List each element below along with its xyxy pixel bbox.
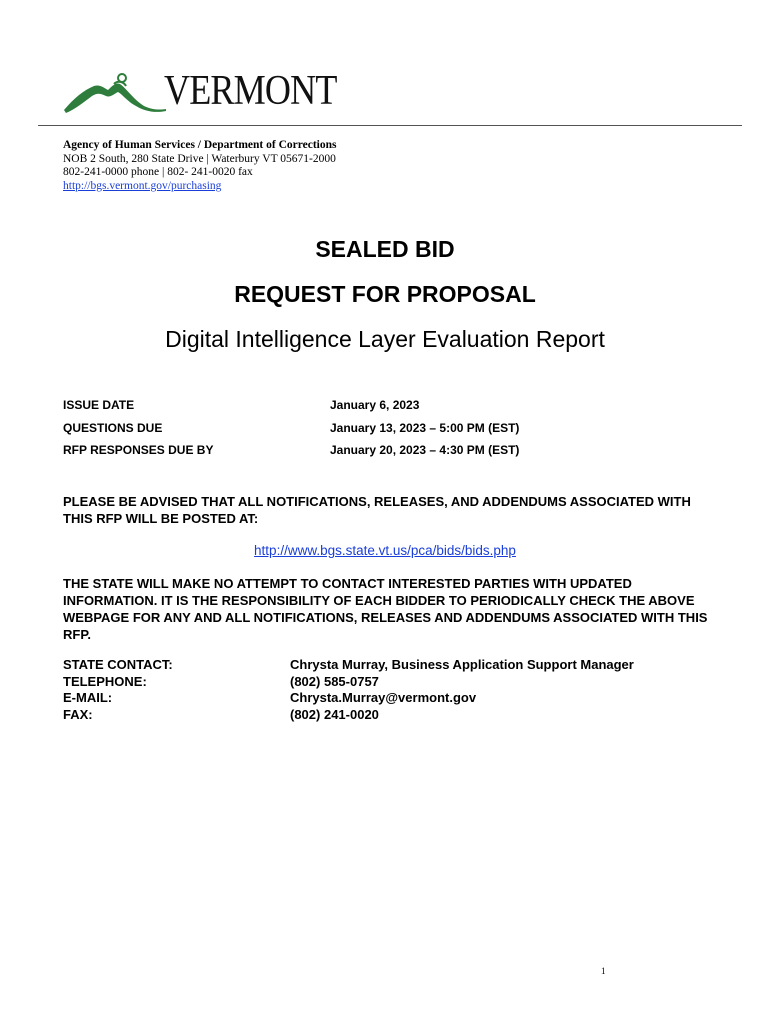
contact-value: Chrysta.Murray@vermont.gov: [290, 690, 477, 705]
contact-row: [63, 690, 713, 707]
contact-row: [63, 674, 713, 691]
date-label: ISSUE DATE: [63, 398, 135, 412]
date-value: January 13, 2023 – 5:00 PM (EST): [330, 420, 520, 435]
contact-row: [63, 657, 713, 674]
rfp-subject: Digital Intelligence Layer Evaluation Report: [165, 326, 605, 352]
agency-block: [63, 139, 337, 193]
contact-label: FAX:: [63, 706, 93, 722]
responsibility-notice: THE STATE WILL MAKE NO ATTEMPT TO CONTACT INTERESTED PARTIES WITH UPDATED INFORMATION. IT IS THE RESPONSIBILITY OF EACH BIDDER TO PERIODICALLY CHECK THE ABOVE WEBPAGE FOR ANY AND ALL NOTIFICATIONS, RELEASES AND ADDENDUMS ASSOCIATED WITH THIS RFP.: [63, 576, 708, 642]
contact-label: STATE CONTACT:: [63, 657, 173, 672]
contact-block: [63, 657, 713, 723]
date-row: [63, 443, 703, 466]
key-dates: [63, 398, 703, 466]
rfp-title: REQUEST FOR PROPOSAL: [234, 281, 536, 307]
logo-wordmark: VERMONT: [164, 68, 337, 114]
date-value: January 6, 2023: [330, 398, 420, 412]
bids-url-line: [0, 543, 770, 558]
contact-row: [63, 707, 713, 724]
purchasing-link[interactable]: http://bgs.vermont.gov/purchasing: [63, 179, 222, 192]
date-label: RFP RESPONSES DUE BY: [63, 443, 214, 457]
contact-value: Chrysta Murray, Business Application Support Manager: [290, 657, 634, 672]
contact-label: E-MAIL:: [63, 690, 113, 705]
contact-value: (802) 585-0757: [290, 673, 379, 689]
date-value: January 20, 2023 – 4:30 PM (EST): [330, 443, 520, 457]
agency-name: Agency of Human Services / Department of Corrections: [63, 139, 337, 151]
advised-notice: PLEASE BE ADVISED THAT ALL NOTIFICATIONS, RELEASES, AND ADDENDUMS ASSOCIATED WITH THIS RFP WILL BE POSTED AT:: [63, 494, 691, 526]
vermont-logo: [62, 68, 342, 114]
date-row: [63, 421, 703, 444]
date-row: [63, 398, 703, 421]
sealed-bid-title: SEALED BID: [315, 236, 455, 262]
date-label: QUESTIONS DUE: [63, 420, 163, 435]
page-number: 1: [601, 966, 606, 976]
agency-phone-fax: 802-241-0000 phone | 802- 241-0020 fax: [63, 166, 253, 178]
agency-address: NOB 2 South, 280 State Drive | Waterbury VT 05671-2000: [63, 152, 336, 165]
contact-value: (802) 241-0020: [290, 706, 379, 722]
header-divider: [38, 125, 742, 126]
mountain-logo-icon: [62, 72, 166, 114]
bids-link[interactable]: http://www.bgs.state.vt.us/pca/bids/bids.php: [254, 543, 516, 558]
contact-label: TELEPHONE:: [63, 673, 147, 689]
